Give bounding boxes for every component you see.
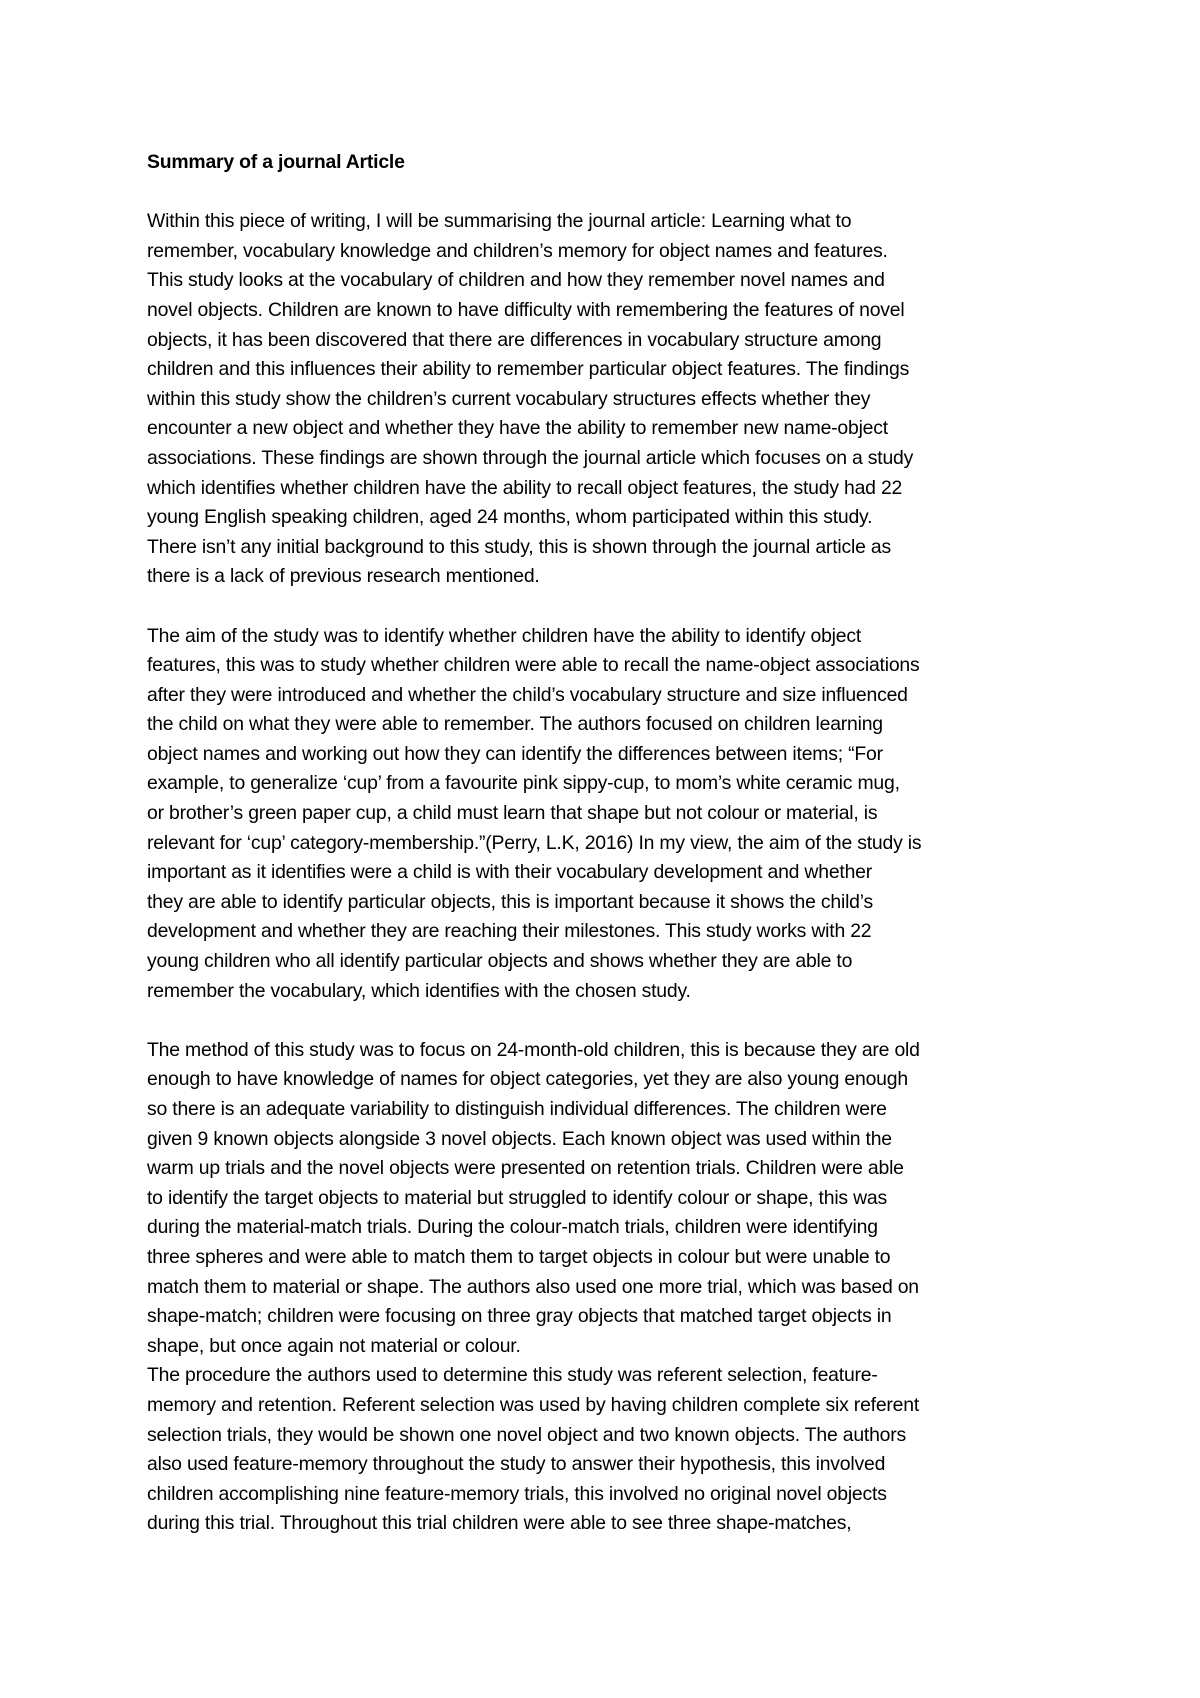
text-line: remember, vocabulary knowledge and children’s memory for object names and features. (147, 239, 888, 262)
text-line: three spheres and were able to match them to target objects in colour but were unable to (147, 1245, 891, 1268)
text-line: young English speaking children, aged 24 months, whom participated within this study. (147, 506, 873, 529)
text-line: also used feature-memory throughout the study to answer their hypothesis, this involved (147, 1453, 886, 1476)
paragraph-method (147, 1036, 1087, 1362)
text-line: shape-match; children were focusing on three gray objects that matched target objects in (147, 1305, 892, 1328)
text-line: during this trial. Throughout this trial children were able to see three shape-matches, (147, 1512, 852, 1535)
text-line: development and whether they are reaching their milestones. This study works with 22 (147, 920, 872, 943)
text-line: warm up trials and the novel objects were presented on retention trials. Children were able (147, 1157, 904, 1180)
paragraph-spacer (147, 592, 1087, 622)
text-line: There isn’t any initial background to this study, this is shown through the journal article as (147, 535, 891, 558)
text-line: match them to material or shape. The authors also used one more trial, which was based on (147, 1275, 919, 1298)
text-line: there is a lack of previous research mentioned. (147, 565, 540, 588)
text-line: to identify the target objects to material but struggled to identify colour or shape, this was (147, 1186, 888, 1209)
text-line: Within this piece of writing, I will be summarising the journal article: Learning what to (147, 210, 852, 233)
text-line: given 9 known objects alongside 3 novel objects. Each known object was used within the (147, 1127, 892, 1150)
text-line: features, this was to study whether children were able to recall the name-object associations (147, 654, 920, 677)
text-line: the child on what they were able to remember. The authors focused on children learning (147, 713, 883, 736)
document-body (147, 148, 1087, 1539)
text-line: encounter a new object and whether they have the ability to remember new name-object (147, 417, 888, 440)
text-line: within this study show the children’s current vocabulary structures effects whether they (147, 387, 871, 410)
paragraph-introduction (147, 207, 1087, 592)
text-line: associations. These findings are shown through the journal article which focuses on a study (147, 446, 914, 469)
text-line: enough to have knowledge of names for object categories, yet they are also young enough (147, 1068, 908, 1091)
text-line: remember the vocabulary, which identifies with the chosen study. (147, 979, 691, 1002)
text-line: shape, but once again not material or colour. (147, 1334, 521, 1357)
text-line: children accomplishing nine feature-memory trials, this involved no original novel objects (147, 1482, 887, 1505)
text-line: children and this influences their ability to remember particular object features. The findings (147, 358, 910, 381)
text-line: The method of this study was to focus on 24-month-old children, this is because they are old (147, 1038, 920, 1061)
text-line: or brother’s green paper cup, a child must learn that shape but not colour or material, is (147, 802, 878, 825)
text-line: young children who all identify particular objects and shows whether they are able to (147, 950, 853, 973)
text-line: selection trials, they would be shown one novel object and two known objects. The authors (147, 1423, 907, 1446)
text-line: they are able to identify particular objects, this is important because it shows the child’s (147, 890, 874, 913)
document-title: Summary of a journal Article (147, 151, 405, 173)
text-line: which identifies whether children have the ability to recall object features, the study had 22 (147, 476, 903, 499)
paragraph-aim (147, 622, 1087, 1007)
text-line: during the material-match trials. During the colour-match trials, children were identifying (147, 1216, 878, 1239)
text-line: novel objects. Children are known to have difficulty with remembering the features of novel (147, 298, 905, 321)
text-line: example, to generalize ‘cup’ from a favourite pink sippy-cup, to mom’s white ceramic mug, (147, 772, 900, 795)
text-line: The aim of the study was to identify whether children have the ability to identify object (147, 624, 862, 647)
text-line: so there is an adequate variability to distinguish individual differences. The children were (147, 1098, 887, 1120)
text-line: relevant for ‘cup’ category-membership.”(Perry, L.K, 2016) In my view, the aim of the study is (147, 831, 922, 854)
text-line: memory and retention. Referent selection was used by having children complete six referent (147, 1393, 920, 1416)
text-line: after they were introduced and whether the child’s vocabulary structure and size influenced (147, 683, 908, 706)
paragraph-procedure (147, 1361, 1087, 1539)
paragraph-spacer (147, 1006, 1087, 1036)
text-line: This study looks at the vocabulary of children and how they remember novel names and (147, 269, 885, 292)
text-line: objects, it has been discovered that there are differences in vocabulary structure among (147, 328, 882, 351)
text-line: important as it identifies were a child is with their vocabulary development and whether (147, 861, 873, 884)
text-line: object names and working out how they can identify the differences between items; “For (147, 742, 883, 765)
text-line: The procedure the authors used to determine this study was referent selection, feature- (147, 1364, 878, 1387)
